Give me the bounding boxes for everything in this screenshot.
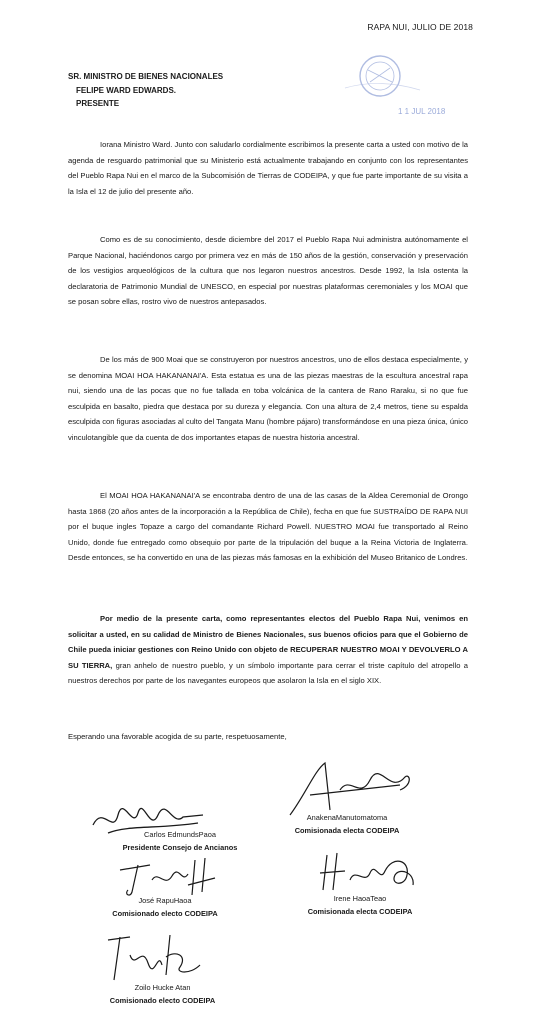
signatory-block <box>272 812 422 837</box>
paragraph-4: El MOAI HOA HAKANANAI'A se encontraba dentro de una de las casas de la Aldea Ceremonial de Orongo hasta 1868 (20 años antes de la incorporación a la República de Chile), fecha en que fue SUSTRAÍDO DE RAPA NUI por el buque ingles Topaze a cargo del comandante Richard Powell. NUESTRO MOAI fue transportado al Reino Unido, donde fue entregado como obsequio por parte de la tripulación del buque a la Reina Victoria de Inglaterra. Desde entonces, se ha convertido en una de las piezas más famosas en la exhibición del Museo Britanico de Londres. <box>68 491 468 563</box>
stamp-date: 1 1 JUL 2018 <box>398 107 446 116</box>
signature-anakena <box>280 755 420 820</box>
signatory-name: Irene HaoaTeao <box>333 894 387 903</box>
request-continuation: gran anhelo de nuestro pueblo, y un símbolo importante para cerrar el triste capítulo del atropello a nuestros derechos por parte de los navegantes europeos que asolaron la Isla en el siglo XIX. <box>68 660 468 686</box>
signature-irene <box>315 845 425 900</box>
date-line: RAPA NUI, JULIO DE 2018 <box>367 22 473 32</box>
addressee-block <box>68 70 223 111</box>
reception-stamp <box>340 48 460 133</box>
addressee-line: PRESENTE <box>76 99 120 108</box>
addressee-line: SR. MINISTRO DE BIENES NACIONALES <box>68 72 224 81</box>
paragraph-5 <box>68 611 468 689</box>
reception-stamp-graphic <box>340 48 460 128</box>
signatory-block <box>90 982 235 1007</box>
signature-zoilo <box>100 925 210 985</box>
signatory-role: Presidente Consejo de Ancianos <box>122 842 238 852</box>
signatory-role: Comisionada electa CODEIPA <box>294 825 400 835</box>
signatory-name: José RapuHaoa <box>138 896 192 905</box>
signatory-name: Carlos EdmundsPaoa <box>144 830 216 839</box>
paragraph-1: Iorana Ministro Ward. Junto con saludarlo cordialmente escribimos la presente carta a usted con motivo de la agenda de resguardo patrimonial que su Ministerio está actualmente trabajando en conjunto con los representantes del Pueblo Rapa Nui en el marco de la Subcomisión de Tierras de CODEIPA, y que fue parte importante de su visita a la Isla el 12 de julio del presente año. <box>68 140 468 196</box>
signatory-role: Comisionada electa CODEIPA <box>307 906 413 916</box>
closing-line: Esperando una favorable acogida de su parte, respetuosamente, <box>68 732 287 741</box>
paragraph-2: Como es de su conocimiento, desde diciembre del 2017 el Pueblo Rapa Nui administra autónomamente el Parque Nacional, haciéndonos cargo por primera vez en más de 150 años de la gestión, conservación y preservación de los vestigios arqueológicos de la cultura que nos legaron nuestros ancestros. Desde 1992, la Isla ostenta la declaratoria de Patrimonio Mundial de UNESCO, en especial por nuestras plataformas ceremoniales y los MOAI que se posan sobre ellas, rostro vivo de nuestros antepasados. <box>68 235 468 307</box>
signature-jose <box>110 850 220 900</box>
addressee-line: FELIPE WARD EDWARDS. <box>76 85 177 95</box>
paragraph-3: De los más de 900 Moai que se construyeron por nuestros ancestros, uno de ellos destaca especialmente, y se denomina MOAI HOA HAKANANAI'A. Esta estatua es una de las piezas maestras de la escultura ancestral rapa nui, siendo una de las pocas que no fue tallada en toba volcánica de la cantera de Rano Raraku, si no que fue esculpida en basalto, piedra que destaca por su dureza y elegancia. Con una altura de 2,4 metros, tiene su espalda esculpida con figuras asociadas al culto del Tangata Manu (hombre pájaro) transformándose en una pieza única, único vinculotangible que da cuenta de dos importantes etapas de nuestra historia ancestral. <box>68 355 468 442</box>
request-statement: Por medio de la presente carta, como representantes electos del Pueblo Rapa Nui, venimos en solicitar a usted, en su calidad de Ministro de Bienes Nacionales, sus buenos oficios para que el Gobierno de Chile pueda iniciar gestiones con Reino Unido con objeto de RECUPERAR NUESTRO MOAI Y DEVOLVERLO A SU TIERRA, <box>68 614 468 670</box>
signatory-role: Comisionado electo CODEIPA <box>109 995 216 1005</box>
signatory-block <box>290 893 430 918</box>
signatory-block <box>95 895 235 920</box>
signatory-name: AnakenaManutomatoma <box>306 813 388 822</box>
signatory-name: Zoilo Hucke Atan <box>134 983 191 992</box>
signatory-role: Comisionado electo CODEIPA <box>112 908 218 918</box>
